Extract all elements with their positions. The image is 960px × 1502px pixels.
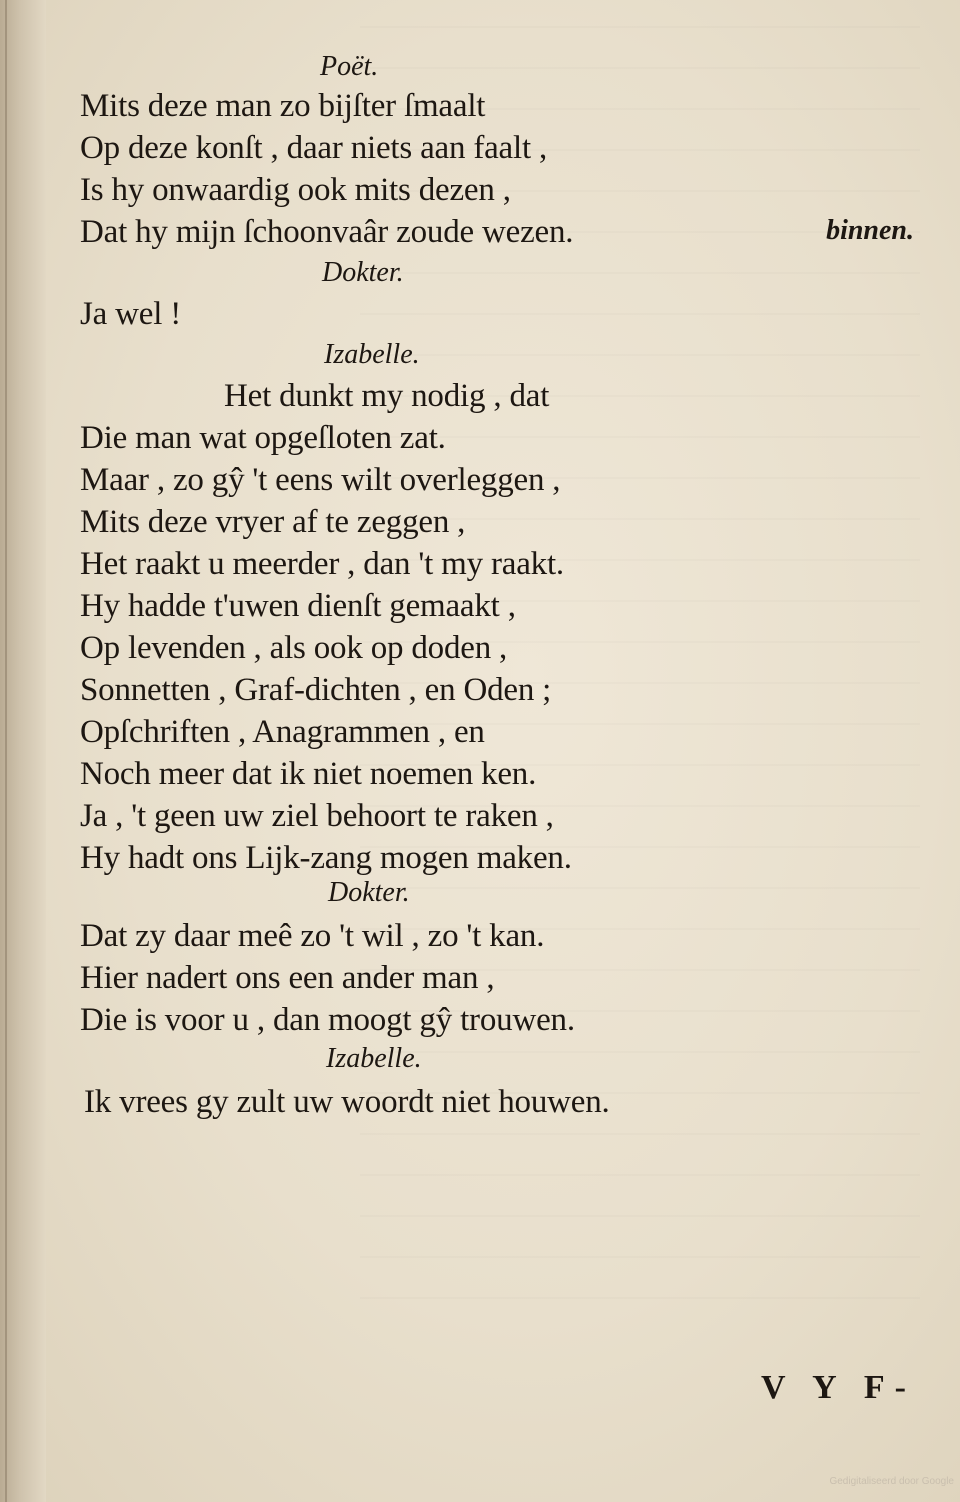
verse-line-5: Ja wel !	[80, 296, 182, 332]
speaker-izabelle-1: Izabelle.	[324, 339, 420, 370]
verse-line-19: Hier nadert ons een ander man ,	[80, 960, 495, 996]
verse-line-16: Ja , 't geen uw ziel behoort te raken ,	[80, 798, 554, 834]
verse-line-15: Noch meer dat ik niet noemen ken.	[80, 756, 537, 792]
verse-line-2: Op deze konſt , daar niets aan faalt ,	[80, 130, 548, 166]
verse-line-17: Hy hadt ons Lijk-zang mogen maken.	[80, 840, 572, 876]
stage-direction: binnen.	[826, 215, 914, 246]
verse-line-14: Opſchriften , Anagrammen , en	[80, 714, 485, 750]
verse-line-20: Die is voor u , dan moogt gŷ trouwen.	[80, 1002, 575, 1038]
verse-line-18: Dat zy daar meê zo 't wil , zo 't kan.	[80, 918, 545, 954]
verse-line-1: Mits deze man zo bijſter ſmaalt	[80, 88, 486, 124]
verse-line-3: Is hy onwaardig ook mits dezen ,	[80, 172, 511, 208]
gutter-edge	[5, 0, 7, 1502]
verse-line-8: Maar , zo gŷ 't eens wilt overleggen ,	[80, 462, 561, 498]
verse-line-4: Dat hy mijn ſchoonvaâr zoude wezen.	[80, 214, 574, 250]
speaker-dokter-1: Dokter.	[322, 257, 404, 288]
verse-line-7: Die man wat opgeſloten zat.	[80, 420, 446, 456]
verse-line-11: Hy hadde t'uwen dienſt gemaakt ,	[80, 588, 516, 624]
verse-line-12: Op levenden , als ook op doden ,	[80, 630, 508, 666]
google-watermark: Gedigitaliseerd door Google	[829, 1476, 954, 1487]
catchword: V Y F-	[760, 1369, 916, 1406]
speaker-poet: Poët.	[320, 51, 379, 82]
verse-line-21: Ik vrees gy zult uw woordt niet houwen.	[84, 1084, 610, 1120]
verse-line-13: Sonnetten , Graf-dichten , en Oden ;	[80, 672, 552, 708]
verse-line-6: Het dunkt my nodig , dat	[224, 378, 550, 414]
verse-line-10: Het raakt u meerder , dan 't my raakt.	[80, 546, 564, 582]
speaker-izabelle-2: Izabelle.	[326, 1043, 422, 1074]
speaker-dokter-2: Dokter.	[328, 877, 410, 908]
verse-line-9: Mits deze vryer af te zeggen ,	[80, 504, 466, 540]
